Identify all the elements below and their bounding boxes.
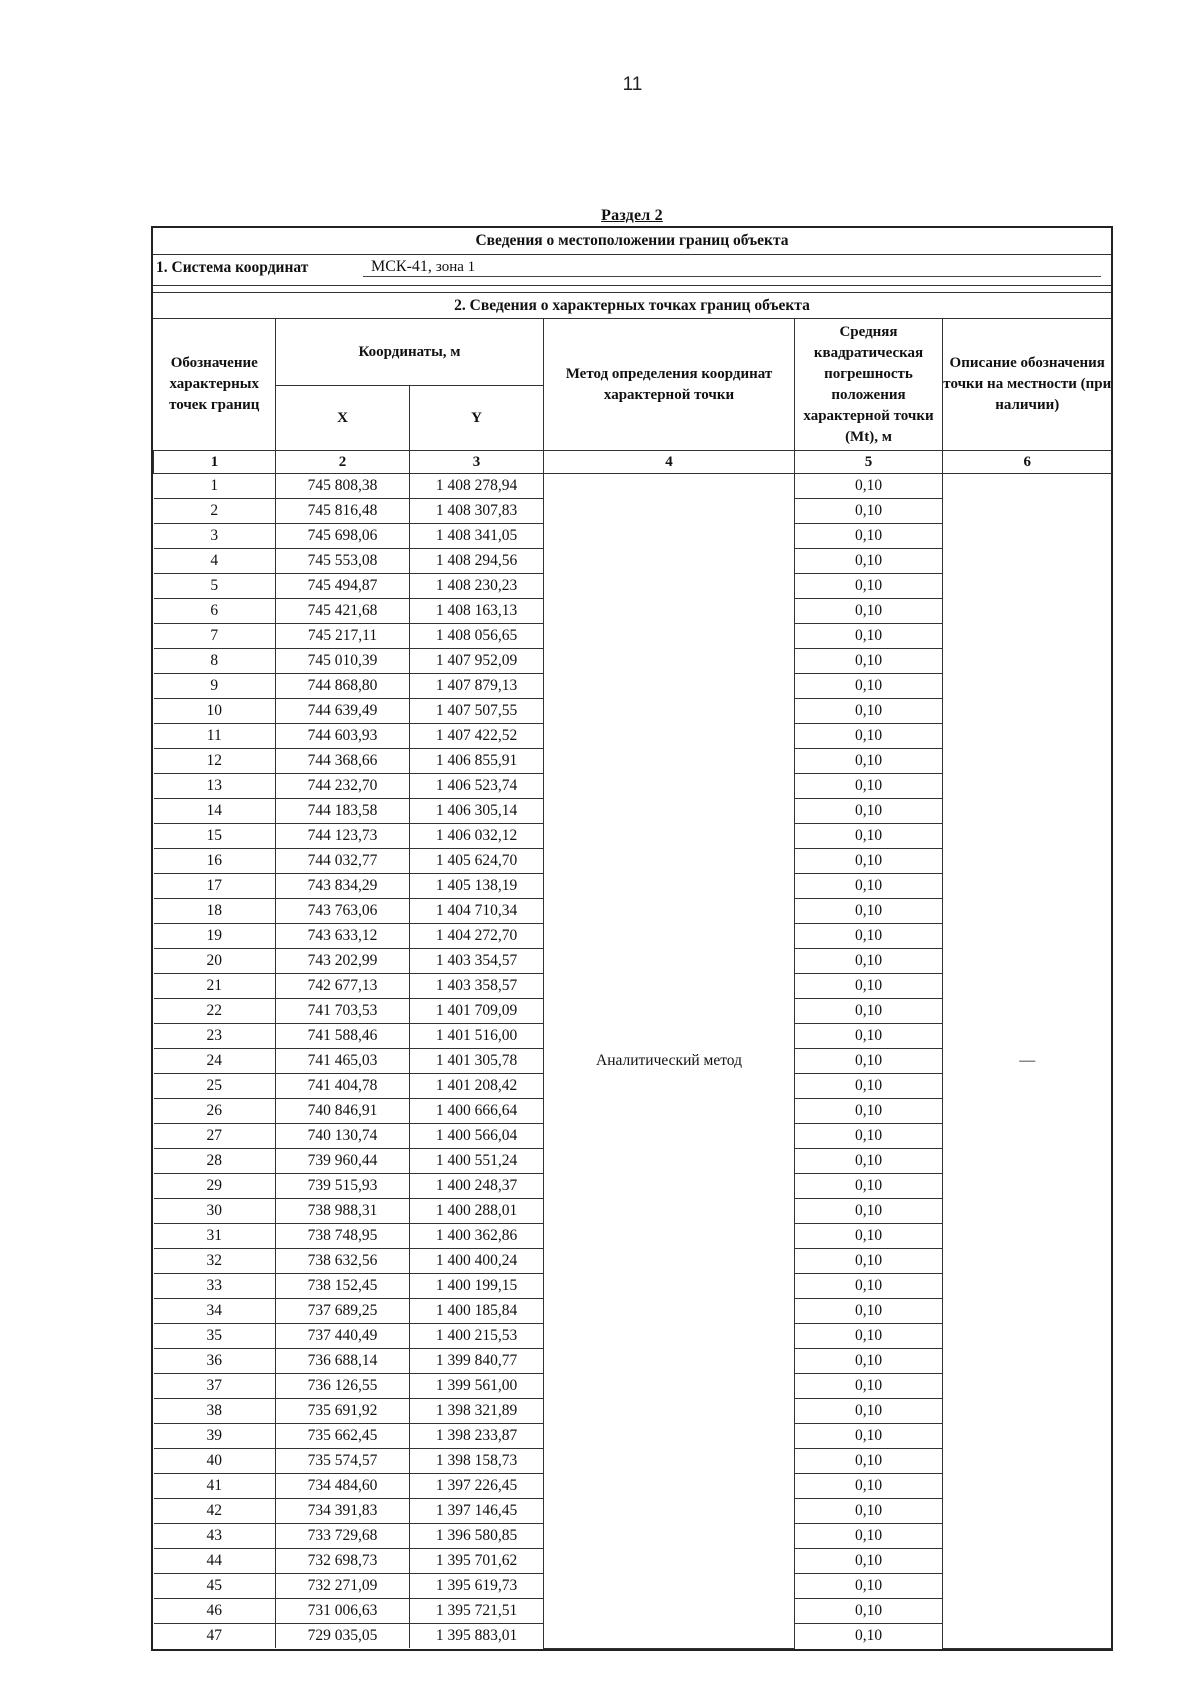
y-coordinate-cell: 1 400 666,64 xyxy=(410,1099,544,1124)
y-coordinate-cell: 1 401 516,00 xyxy=(410,1024,544,1049)
point-number-cell: 31 xyxy=(154,1224,276,1249)
y-coordinate-cell: 1 406 032,12 xyxy=(410,824,544,849)
x-coordinate-cell: 735 691,92 xyxy=(276,1399,410,1424)
x-coordinate-cell: 743 834,29 xyxy=(276,874,410,899)
y-coordinate-cell: 1 405 624,70 xyxy=(410,849,544,874)
point-number-cell: 9 xyxy=(154,674,276,699)
x-coordinate-cell: 744 639,49 xyxy=(276,699,410,724)
coordinate-system-name: МСК-41, xyxy=(371,258,432,275)
x-coordinate-cell: 738 988,31 xyxy=(276,1199,410,1224)
x-coordinate-cell: 745 698,06 xyxy=(276,524,410,549)
error-cell: 0,10 xyxy=(795,1149,943,1174)
error-cell: 0,10 xyxy=(795,999,943,1024)
error-cell: 0,10 xyxy=(795,624,943,649)
point-number-cell: 21 xyxy=(154,974,276,999)
point-number-cell: 8 xyxy=(154,649,276,674)
point-number-cell: 24 xyxy=(154,1049,276,1074)
point-number-cell: 47 xyxy=(154,1624,276,1649)
y-coordinate-cell: 1 405 138,19 xyxy=(410,874,544,899)
point-number-cell: 30 xyxy=(154,1199,276,1224)
spacer-row xyxy=(153,286,1111,293)
y-coordinate-cell: 1 408 341,05 xyxy=(410,524,544,549)
y-coordinate-cell: 1 399 561,00 xyxy=(410,1374,544,1399)
x-coordinate-cell: 731 006,63 xyxy=(276,1599,410,1624)
x-coordinate-cell: 729 035,05 xyxy=(276,1624,410,1649)
point-number-cell: 45 xyxy=(154,1574,276,1599)
error-cell: 0,10 xyxy=(795,774,943,799)
column-number: 1 xyxy=(154,451,276,474)
error-cell: 0,10 xyxy=(795,1099,943,1124)
y-coordinate-cell: 1 397 226,45 xyxy=(410,1474,544,1499)
error-cell: 0,10 xyxy=(795,1399,943,1424)
y-coordinate-cell: 1 400 551,24 xyxy=(410,1149,544,1174)
y-coordinate-cell: 1 398 158,73 xyxy=(410,1449,544,1474)
error-cell: 0,10 xyxy=(795,724,943,749)
description-cell: — xyxy=(943,474,1112,1649)
table-row xyxy=(154,474,1112,499)
error-cell: 0,10 xyxy=(795,849,943,874)
x-coordinate-cell: 741 404,78 xyxy=(276,1074,410,1099)
y-coordinate-cell: 1 406 855,91 xyxy=(410,749,544,774)
y-coordinate-cell: 1 407 422,52 xyxy=(410,724,544,749)
point-number-cell: 29 xyxy=(154,1174,276,1199)
x-coordinate-cell: 743 202,99 xyxy=(276,949,410,974)
x-coordinate-cell: 744 603,93 xyxy=(276,724,410,749)
error-cell: 0,10 xyxy=(795,1124,943,1149)
y-coordinate-cell: 1 400 288,01 xyxy=(410,1199,544,1224)
y-coordinate-cell: 1 407 952,09 xyxy=(410,649,544,674)
x-coordinate-cell: 744 368,66 xyxy=(276,749,410,774)
point-number-cell: 39 xyxy=(154,1424,276,1449)
x-coordinate-cell: 739 960,44 xyxy=(276,1149,410,1174)
error-cell: 0,10 xyxy=(795,524,943,549)
x-coordinate-cell: 734 391,83 xyxy=(276,1499,410,1524)
y-coordinate-cell: 1 396 580,85 xyxy=(410,1524,544,1549)
x-coordinate-cell: 744 123,73 xyxy=(276,824,410,849)
point-number-cell: 1 xyxy=(154,474,276,499)
point-number-cell: 46 xyxy=(154,1599,276,1624)
x-coordinate-cell: 745 421,68 xyxy=(276,599,410,624)
header-description: Описание обозначения точки на местности (при наличии) xyxy=(943,319,1112,451)
error-cell: 0,10 xyxy=(795,649,943,674)
x-coordinate-cell: 737 440,49 xyxy=(276,1324,410,1349)
error-cell: 0,10 xyxy=(795,599,943,624)
x-coordinate-cell: 743 633,12 xyxy=(276,924,410,949)
error-cell: 0,10 xyxy=(795,1224,943,1249)
x-coordinate-cell: 745 494,87 xyxy=(276,574,410,599)
x-coordinate-cell: 742 677,13 xyxy=(276,974,410,999)
x-coordinate-cell: 744 232,70 xyxy=(276,774,410,799)
x-coordinate-cell: 732 698,73 xyxy=(276,1549,410,1574)
x-coordinate-cell: 732 271,09 xyxy=(276,1574,410,1599)
point-number-cell: 23 xyxy=(154,1024,276,1049)
y-coordinate-cell: 1 400 400,24 xyxy=(410,1249,544,1274)
x-coordinate-cell: 733 729,68 xyxy=(276,1524,410,1549)
coordinate-system-zone: зона 1 xyxy=(435,259,476,275)
error-cell: 0,10 xyxy=(795,1349,943,1374)
section-title: Раздел 2 xyxy=(601,207,663,224)
error-cell: 0,10 xyxy=(795,1249,943,1274)
point-number-cell: 22 xyxy=(154,999,276,1024)
points-table-body xyxy=(154,474,1112,1649)
y-coordinate-cell: 1 395 721,51 xyxy=(410,1599,544,1624)
coordinate-system-label: 1. Система координат xyxy=(156,259,309,276)
y-coordinate-cell: 1 395 619,73 xyxy=(410,1574,544,1599)
y-coordinate-cell: 1 400 199,15 xyxy=(410,1274,544,1299)
point-number-cell: 6 xyxy=(154,599,276,624)
point-number-cell: 13 xyxy=(154,774,276,799)
y-coordinate-cell: 1 401 208,42 xyxy=(410,1074,544,1099)
x-coordinate-cell: 741 703,53 xyxy=(276,999,410,1024)
point-number-cell: 17 xyxy=(154,874,276,899)
y-coordinate-cell: 1 401 709,09 xyxy=(410,999,544,1024)
point-number-cell: 32 xyxy=(154,1249,276,1274)
y-coordinate-cell: 1 400 215,53 xyxy=(410,1324,544,1349)
error-cell: 0,10 xyxy=(795,949,943,974)
header-coordinates: Координаты, м xyxy=(276,319,544,386)
y-coordinate-cell: 1 407 507,55 xyxy=(410,699,544,724)
error-cell: 0,10 xyxy=(795,1324,943,1349)
x-coordinate-cell: 734 484,60 xyxy=(276,1474,410,1499)
error-cell: 0,10 xyxy=(795,1574,943,1599)
header-error: Средняя квадратическая погрешность положения характерной точки (Mt), м xyxy=(795,319,943,451)
point-number-cell: 42 xyxy=(154,1499,276,1524)
error-cell: 0,10 xyxy=(795,1374,943,1399)
error-cell: 0,10 xyxy=(795,1624,943,1649)
point-number-cell: 25 xyxy=(154,1074,276,1099)
error-cell: 0,10 xyxy=(795,1199,943,1224)
y-coordinate-cell: 1 400 185,84 xyxy=(410,1299,544,1324)
x-coordinate-cell: 736 688,14 xyxy=(276,1349,410,1374)
y-coordinate-cell: 1 403 354,57 xyxy=(410,949,544,974)
y-coordinate-cell: 1 400 248,37 xyxy=(410,1174,544,1199)
y-coordinate-cell: 1 408 278,94 xyxy=(410,474,544,499)
x-coordinate-cell: 745 217,11 xyxy=(276,624,410,649)
point-number-cell: 11 xyxy=(154,724,276,749)
error-cell: 0,10 xyxy=(795,924,943,949)
point-number-cell: 5 xyxy=(154,574,276,599)
method-cell: Аналитический метод xyxy=(544,474,795,1649)
y-coordinate-cell: 1 403 358,57 xyxy=(410,974,544,999)
error-cell: 0,10 xyxy=(795,1274,943,1299)
y-coordinate-cell: 1 395 883,01 xyxy=(410,1624,544,1649)
error-cell: 0,10 xyxy=(795,874,943,899)
error-cell: 0,10 xyxy=(795,549,943,574)
x-coordinate-cell: 741 465,03 xyxy=(276,1049,410,1074)
point-number-cell: 38 xyxy=(154,1399,276,1424)
y-coordinate-cell: 1 404 710,34 xyxy=(410,899,544,924)
y-coordinate-cell: 1 406 305,14 xyxy=(410,799,544,824)
x-coordinate-cell: 744 868,80 xyxy=(276,674,410,699)
y-coordinate-cell: 1 398 233,87 xyxy=(410,1424,544,1449)
point-number-cell: 19 xyxy=(154,924,276,949)
error-cell: 0,10 xyxy=(795,1174,943,1199)
x-coordinate-cell: 743 763,06 xyxy=(276,899,410,924)
error-cell: 0,10 xyxy=(795,1474,943,1499)
point-number-cell: 20 xyxy=(154,949,276,974)
error-cell: 0,10 xyxy=(795,799,943,824)
point-number-cell: 16 xyxy=(154,849,276,874)
point-number-cell: 43 xyxy=(154,1524,276,1549)
column-number: 5 xyxy=(795,451,943,474)
point-number-cell: 26 xyxy=(154,1099,276,1124)
point-number-cell: 28 xyxy=(154,1149,276,1174)
error-cell: 0,10 xyxy=(795,1424,943,1449)
error-cell: 0,10 xyxy=(795,1049,943,1074)
point-number-cell: 44 xyxy=(154,1549,276,1574)
header-method: Метод определения координат характерной точки xyxy=(544,319,795,451)
y-coordinate-cell: 1 398 321,89 xyxy=(410,1399,544,1424)
column-number: 3 xyxy=(410,451,544,474)
error-cell: 0,10 xyxy=(795,1299,943,1324)
point-number-cell: 4 xyxy=(154,549,276,574)
point-number-cell: 14 xyxy=(154,799,276,824)
x-coordinate-cell: 735 662,45 xyxy=(276,1424,410,1449)
error-cell: 0,10 xyxy=(795,1074,943,1099)
point-number-cell: 12 xyxy=(154,749,276,774)
error-cell: 0,10 xyxy=(795,474,943,499)
error-cell: 0,10 xyxy=(795,1499,943,1524)
header-y: Y xyxy=(410,386,544,451)
x-coordinate-cell: 737 689,25 xyxy=(276,1299,410,1324)
point-number-cell: 18 xyxy=(154,899,276,924)
error-cell: 0,10 xyxy=(795,974,943,999)
coordinate-system-row xyxy=(153,255,1111,286)
page-number: 11 xyxy=(622,74,643,95)
error-cell: 0,10 xyxy=(795,1524,943,1549)
error-cell: 0,10 xyxy=(795,899,943,924)
error-cell: 0,10 xyxy=(795,749,943,774)
x-coordinate-cell: 736 126,55 xyxy=(276,1374,410,1399)
y-coordinate-cell: 1 399 840,77 xyxy=(410,1349,544,1374)
error-cell: 0,10 xyxy=(795,499,943,524)
point-number-cell: 37 xyxy=(154,1374,276,1399)
y-coordinate-cell: 1 408 230,23 xyxy=(410,574,544,599)
y-coordinate-cell: 1 408 056,65 xyxy=(410,624,544,649)
point-number-cell: 10 xyxy=(154,699,276,724)
y-coordinate-cell: 1 400 362,86 xyxy=(410,1224,544,1249)
y-coordinate-cell: 1 401 305,78 xyxy=(410,1049,544,1074)
y-coordinate-cell: 1 395 701,62 xyxy=(410,1549,544,1574)
point-number-cell: 36 xyxy=(154,1349,276,1374)
coordinate-system-value xyxy=(363,258,1101,277)
y-coordinate-cell: 1 400 566,04 xyxy=(410,1124,544,1149)
y-coordinate-cell: 1 406 523,74 xyxy=(410,774,544,799)
error-cell: 0,10 xyxy=(795,674,943,699)
error-cell: 0,10 xyxy=(795,1449,943,1474)
y-coordinate-cell: 1 408 294,56 xyxy=(410,549,544,574)
x-coordinate-cell: 740 130,74 xyxy=(276,1124,410,1149)
x-coordinate-cell: 741 588,46 xyxy=(276,1024,410,1049)
point-number-cell: 15 xyxy=(154,824,276,849)
error-cell: 0,10 xyxy=(795,1599,943,1624)
x-coordinate-cell: 745 808,38 xyxy=(276,474,410,499)
x-coordinate-cell: 738 632,56 xyxy=(276,1249,410,1274)
points-section-title: 2. Сведения о характерных точках границ объекта xyxy=(153,293,1111,319)
point-number-cell: 34 xyxy=(154,1299,276,1324)
error-cell: 0,10 xyxy=(795,574,943,599)
column-number: 6 xyxy=(943,451,1112,474)
x-coordinate-cell: 740 846,91 xyxy=(276,1099,410,1124)
x-coordinate-cell: 735 574,57 xyxy=(276,1449,410,1474)
points-table xyxy=(153,319,1112,1649)
form-header: Сведения о местоположении границ объекта xyxy=(153,228,1111,255)
y-coordinate-cell: 1 408 163,13 xyxy=(410,599,544,624)
x-coordinate-cell: 738 152,45 xyxy=(276,1274,410,1299)
column-number: 4 xyxy=(544,451,795,474)
y-coordinate-cell: 1 407 879,13 xyxy=(410,674,544,699)
error-cell: 0,10 xyxy=(795,1024,943,1049)
header-point-designation: Обозначение характерных точек границ xyxy=(154,319,276,451)
column-number: 2 xyxy=(276,451,410,474)
header-x: X xyxy=(276,386,410,451)
point-number-cell: 27 xyxy=(154,1124,276,1149)
y-coordinate-cell: 1 408 307,83 xyxy=(410,499,544,524)
x-coordinate-cell: 738 748,95 xyxy=(276,1224,410,1249)
point-number-cell: 40 xyxy=(154,1449,276,1474)
error-cell: 0,10 xyxy=(795,824,943,849)
point-number-cell: 2 xyxy=(154,499,276,524)
x-coordinate-cell: 745 553,08 xyxy=(276,549,410,574)
boundary-info-form xyxy=(151,226,1113,1651)
y-coordinate-cell: 1 397 146,45 xyxy=(410,1499,544,1524)
x-coordinate-cell: 739 515,93 xyxy=(276,1174,410,1199)
error-cell: 0,10 xyxy=(795,699,943,724)
point-number-cell: 33 xyxy=(154,1274,276,1299)
point-number-cell: 41 xyxy=(154,1474,276,1499)
point-number-cell: 35 xyxy=(154,1324,276,1349)
x-coordinate-cell: 745 816,48 xyxy=(276,499,410,524)
error-cell: 0,10 xyxy=(795,1549,943,1574)
point-number-cell: 3 xyxy=(154,524,276,549)
x-coordinate-cell: 744 032,77 xyxy=(276,849,410,874)
point-number-cell: 7 xyxy=(154,624,276,649)
y-coordinate-cell: 1 404 272,70 xyxy=(410,924,544,949)
x-coordinate-cell: 745 010,39 xyxy=(276,649,410,674)
x-coordinate-cell: 744 183,58 xyxy=(276,799,410,824)
